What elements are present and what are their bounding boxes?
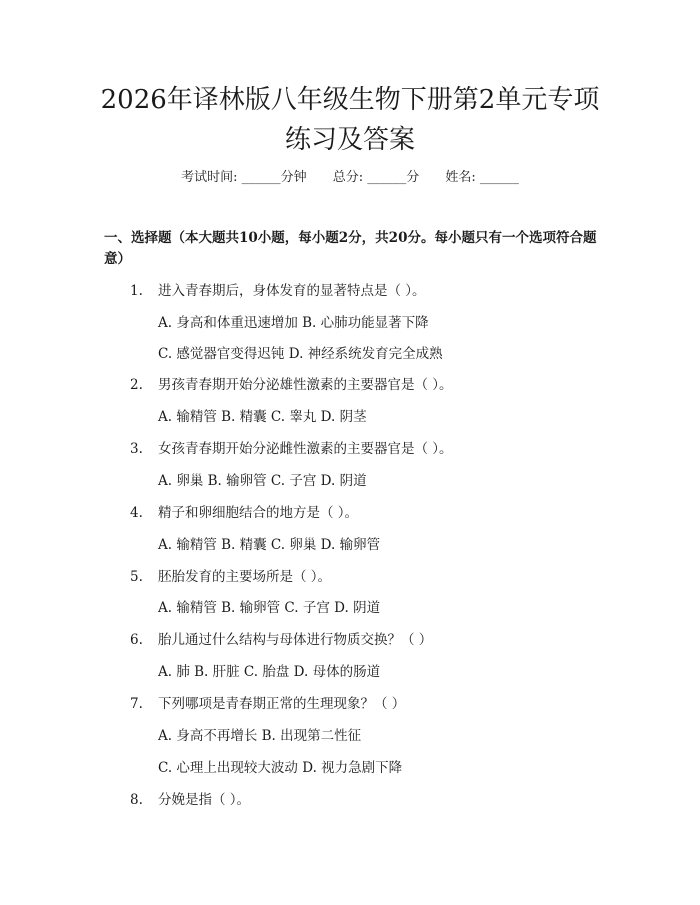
question-3-options: A. 卵巢 B. 输卵管 C. 子宫 D. 阴道 [158,473,367,489]
document-title [60,80,640,160]
question-stem: 女孩青春期开始分泌雌性激素的主要器官是（ ）。 [158,441,453,457]
question-stem: 进入青春期后，身体发育的显著特点是（ ）。 [158,283,426,299]
question-number: 3. [130,441,143,457]
question-stem: 下列哪项是青春期正常的生理现象？（ ） [158,696,406,712]
question-1 [130,281,426,301]
question-number: 6. [130,632,143,648]
question-1-options-row-1: A. 身高和体重迅速增加 B. 心肺功能显著下降 [158,315,429,331]
question-number: 1. [130,283,143,299]
question-4 [130,503,358,523]
question-7 [130,694,405,714]
section-heading: 一、选择题（本大题共10小题，每小题2分，共20分。每小题只有一个选项符合题意） [104,230,597,267]
question-7-options-row-1: A. 身高不再增长 B. 出现第二性征 [158,728,362,744]
question-6-options: A. 肺 B. 肝脏 C. 胎盘 D. 母体的肠道 [158,664,381,680]
question-stem: 胚胎发育的主要场所是（ ）。 [158,569,332,585]
question-number: 8. [130,792,143,808]
question-stem: 分娩是指（ ）。 [158,792,251,808]
exam-total-score: 总分: ______分 [332,170,420,185]
student-name: 姓名: ______ [445,170,519,185]
question-4-options: A. 输精管 B. 精囊 C. 卵巢 D. 输卵管 [158,537,381,553]
question-number: 2. [130,377,143,393]
exam-meta [0,168,700,188]
question-7-options-row-2: C. 心理上出现较大波动 D. 视力急剧下降 [158,760,403,776]
title-line-1: 2026年译林版八年级生物下册第2单元专项 [100,85,600,115]
title-line-2: 练习及答案 [284,125,415,155]
question-8 [130,790,250,810]
question-number: 5. [130,569,143,585]
question-2-options: A. 输精管 B. 精囊 C. 睾丸 D. 阴茎 [158,409,367,425]
question-3 [130,439,453,459]
question-stem: 精子和卵细胞结合的地方是（ ）。 [158,505,359,521]
question-5-options: A. 输精管 B. 输卵管 C. 子宫 D. 阴道 [158,600,381,616]
question-number: 7. [130,696,143,712]
question-number: 4. [130,505,143,521]
exam-time: 考试时间: ______分钟 [181,170,307,185]
question-1-options-row-2: C. 感觉器官变得迟钝 D. 神经系统发育完全成熟 [158,346,443,362]
question-2 [130,375,453,395]
question-stem: 胎儿通过什么结构与母体进行物质交换？（ ） [158,632,433,648]
question-stem: 男孩青春期开始分泌雄性激素的主要器官是（ ）。 [158,377,453,393]
question-6 [130,630,432,650]
question-5 [130,567,331,587]
